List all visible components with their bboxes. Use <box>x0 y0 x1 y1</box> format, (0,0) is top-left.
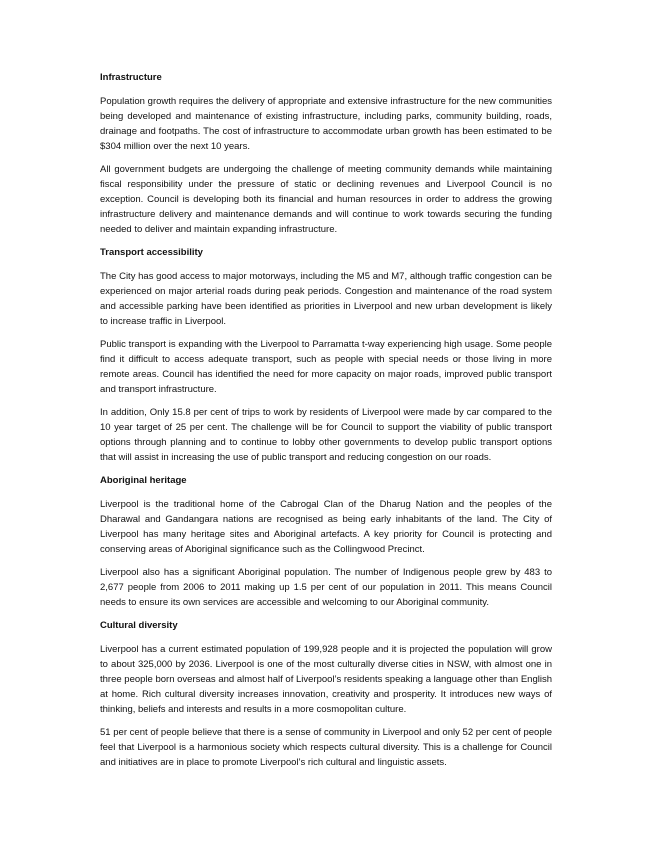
paragraph: Liverpool is the traditional home of the Cabrogal Clan of the Dharug Nation and the peoples of the Dharawal and Gandangara nations are recognised as being early inhabitants of the land. The City of Liverpool has many heritage sites and Aboriginal artefacts. A key priority for Council is protecting and conserving areas of Aboriginal significance such as the Collingwood Precinct. <box>100 499 552 555</box>
paragraph: Liverpool also has a significant Aboriginal population. The number of Indigenous people grew by 483 to 2,677 people from 2006 to 2011 making up 1.5 per cent of our population in 2011. This means Council needs to ensure its own services are accessible and welcoming to our Aboriginal community. <box>100 567 552 608</box>
paragraph: All government budgets are undergoing the challenge of meeting community demands while maintaining fiscal responsibility under the pressure of static or declining revenues and Liverpool Council is no exception. Council is developing both its financial and human resources in order to address the growing infrastructure delivery and maintenance demands and will continue to work towards securing the funding needed to deliver and maintain expanding infrastructure. <box>100 164 552 235</box>
paragraph: Public transport is expanding with the Liverpool to Parramatta t-way experiencing high usage. Some people find it difficult to access adequate transport, such as people with special needs or those living in more remote areas. Council has identified the need for more capacity on major roads, improved public transport and transport infrastructure. <box>100 339 552 395</box>
section-cultural-diversity <box>100 618 552 770</box>
paragraph: Population growth requires the delivery of appropriate and extensive infrastructure for the new communities being developed and maintenance of existing infrastructure, including parks, community building, roads, drainage and footpaths. The cost of infrastructure to accommodate urban growth has been estimated to be $304 million over the next 10 years. <box>100 96 552 152</box>
paragraph: 51 per cent of people believe that there is a sense of community in Liverpool and only 52 per cent of people feel that Liverpool is a harmonious society which respects cultural diversity. This is a challenge for Council and initiatives are in place to promote Liverpool’s rich cultural and linguistic assets. <box>100 727 552 768</box>
section-heading: Cultural diversity <box>100 620 178 631</box>
section-infrastructure <box>100 70 552 237</box>
document-page <box>100 70 552 778</box>
paragraph: Liverpool has a current estimated population of 199,928 people and it is projected the population will grow to about 325,000 by 2036. Liverpool is one of the most culturally diverse cities in NSW, with almost one in three people born overseas and almost half of Liverpool’s residents speaking a language other than English at home. Rich cultural diversity increases innovation, creativity and prosperity. It introduces new ways of thinking, beliefs and interests and results in a more cosmopolitan culture. <box>100 644 552 715</box>
section-heading: Transport accessibility <box>100 247 203 258</box>
section-aboriginal-heritage <box>100 473 552 610</box>
section-transport-accessibility <box>100 245 552 465</box>
paragraph: The City has good access to major motorways, including the M5 and M7, although traffic congestion can be experienced on major arterial roads during peak periods. Congestion and maintenance of the road system and accessible parking have been identified as priorities in Liverpool and new urban development is likely to increase traffic in Liverpool. <box>100 271 552 327</box>
paragraph: In addition, Only 15.8 per cent of trips to work by residents of Liverpool were made by car compared to the 10 year target of 25 per cent. The challenge will be for Council to support the viability of public transport options through planning and to continue to lobby other governments to develop public transport options that will assist in increasing the use of public transport and reducing congestion on our roads. <box>100 407 552 463</box>
section-heading: Infrastructure <box>100 72 162 83</box>
section-heading: Aboriginal heritage <box>100 475 187 486</box>
